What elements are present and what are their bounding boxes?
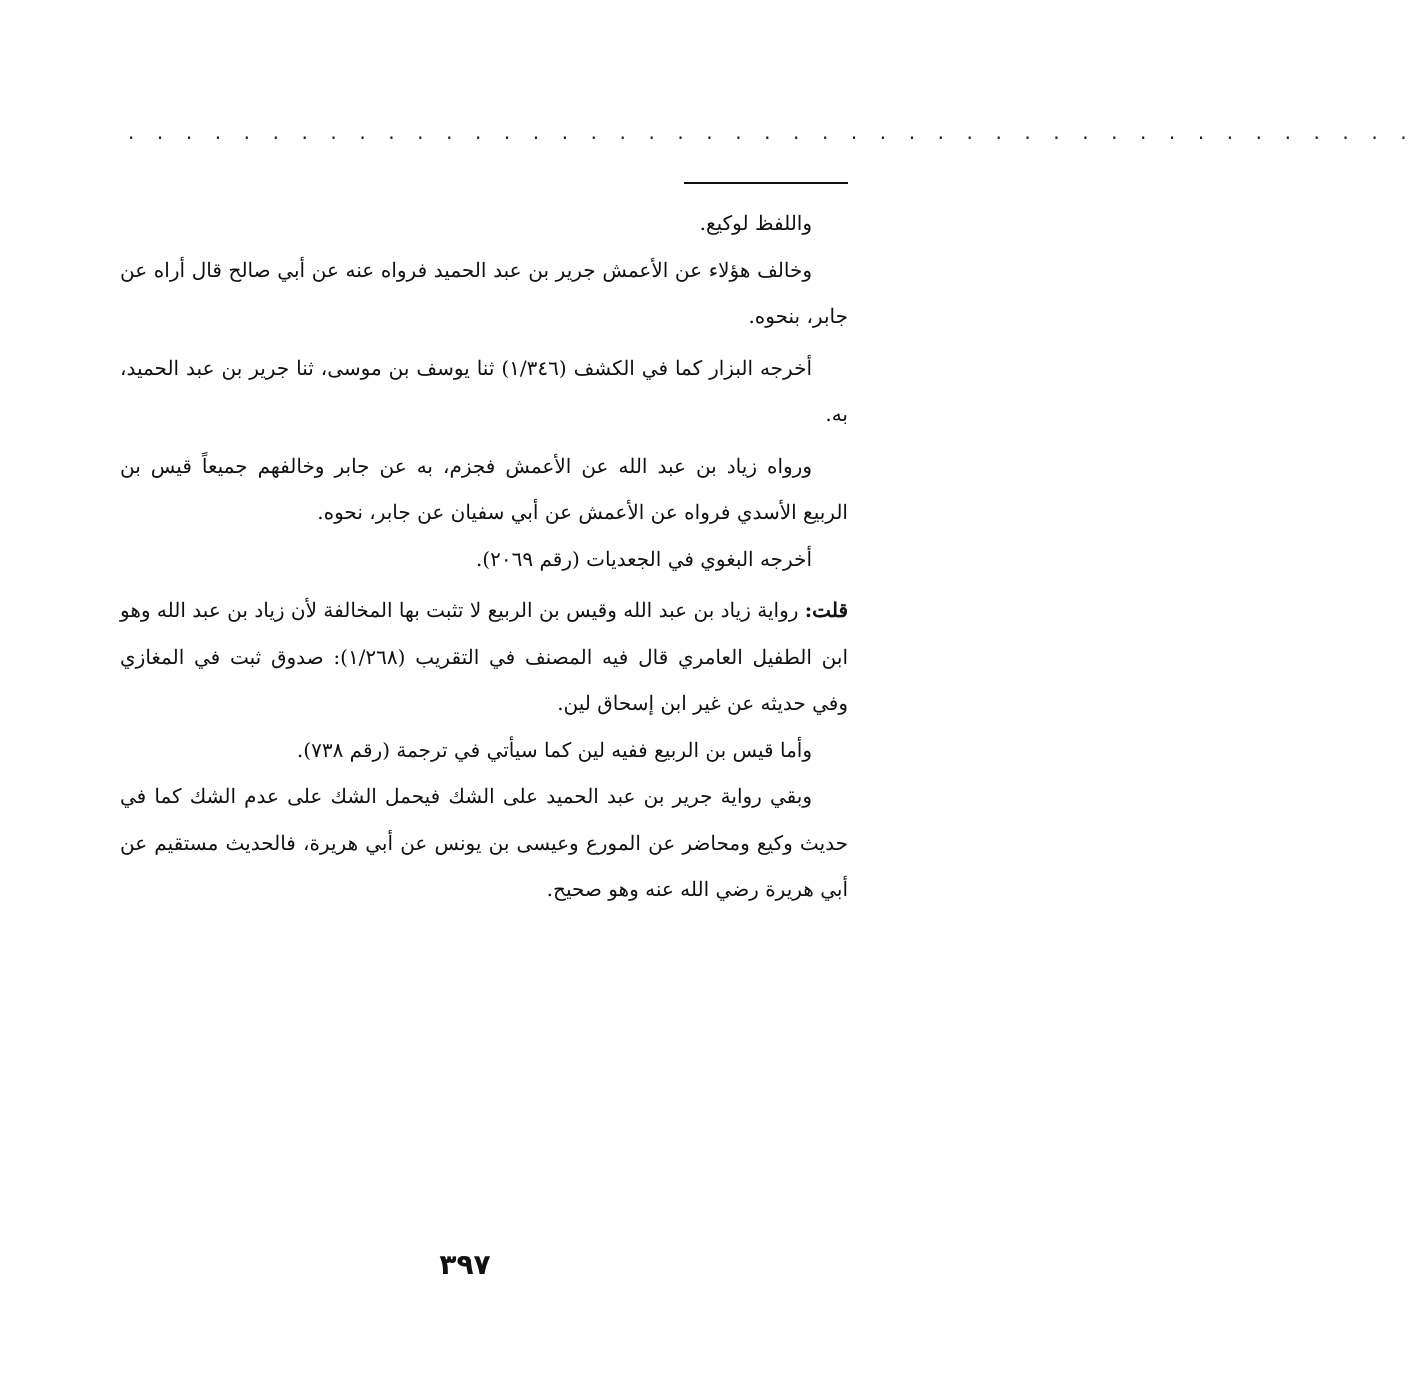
dotted-separator: . . . . . . . . . . . . . . . . . . . . . . . . . . . . . . . . . . . . . . . . . . . . . [128,120,1415,144]
paragraph: واللفظ لوكيع. [699,211,812,235]
qult-text: رواية زياد بن عبد الله وقيس بن الربيع لا تثبت بها المخالفة لأن زياد بن عبد الله وهو ابن الطفيل العامري قال فيه المصنف في التقريب (١/٢٦٨): صدوق ثبت في المغازي وفي حديثه عن غير ابن إسحاق لين. [120,598,849,715]
paragraph: وبقي رواية جرير بن عبد الحميد على الشك فيحمل الشك على عدم الشك كما في حديث وكيع ومحاضر عن المورع وعيسى بن يونس عن أبي هريرة، فالحديث مستقيم عن أبي هريرة رضي الله عنه وهو صحيح. [120,784,848,901]
qult-label: قلت: [804,598,848,622]
page-number: ٣٩٧ [439,1248,491,1281]
paragraph: وخالف هؤلاء عن الأعمش جرير بن عبد الحميد فرواه عنه عن أبي صالح قال أراه عن جابر، بنحوه. [120,257,848,328]
body-text [120,200,848,913]
paragraph-qult [120,587,848,727]
paragraph: وأما قيس بن الربيع ففيه لين كما سيأتي في ترجمة (رقم ٧٣٨). [296,737,812,762]
paragraph: أخرجه البزار كما في الكشف (١/٣٤٦) ثنا يوسف بن موسى، ثنا جرير بن عبد الحميد، به. [120,355,848,426]
paragraph: أخرجه البغوي في الجعديات (رقم ٢٠٦٩). [475,546,812,571]
footnote-rule [684,182,848,184]
paragraph: ورواه زياد بن عبد الله عن الأعمش فجزم، به عن جابر وخالفهم جميعاً قيس بن الربيع الأسدي فرواه عن الأعمش عن أبي سفيان عن جابر، نحوه. [120,453,848,524]
